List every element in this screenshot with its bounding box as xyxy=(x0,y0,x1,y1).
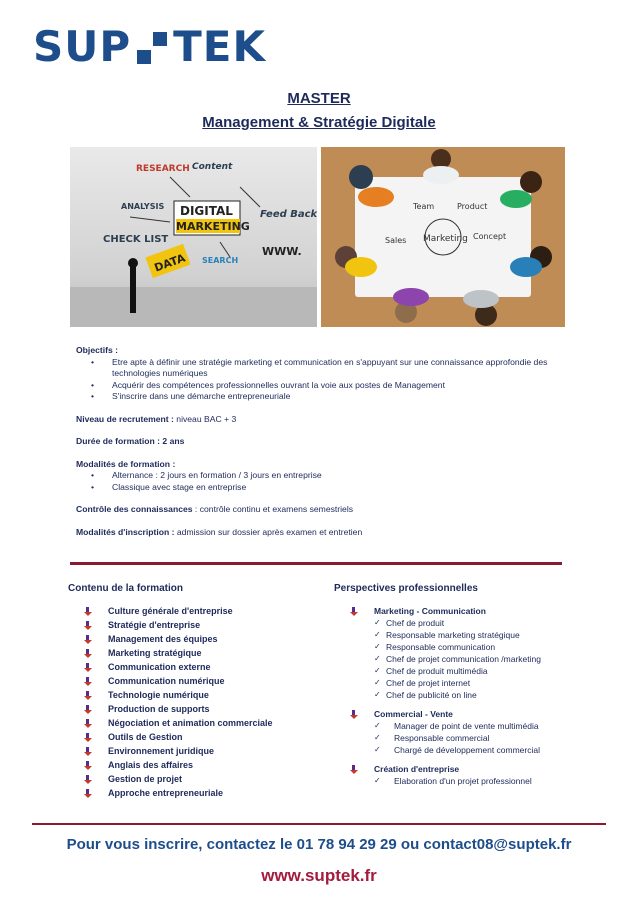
perspectives-heading: Perspectives professionnelles xyxy=(334,583,478,594)
word-search: SEARCH xyxy=(202,256,239,265)
objectif-item: • Acquérir des compétences professionnelles ouvrant la voie aux postes de Management xyxy=(76,380,556,392)
list-item: Management des équipes xyxy=(84,632,273,646)
word-sales: Sales xyxy=(385,236,407,245)
list-item: Communication externe xyxy=(84,660,273,674)
perspective-group xyxy=(350,763,541,787)
suptek-logo xyxy=(33,22,267,71)
word-team: Team xyxy=(413,202,435,211)
list-item: Gestion de projet xyxy=(84,772,273,786)
arrow-down-icon xyxy=(84,649,92,658)
arrow-down-icon xyxy=(84,733,92,742)
perspectives-list xyxy=(350,605,541,794)
arrow-down-icon xyxy=(84,761,92,770)
list-item: Anglais des affaires xyxy=(84,758,273,772)
job-item: ✓ Elaboration d'un projet professionnel xyxy=(350,775,541,787)
perspective-group xyxy=(350,708,541,756)
inscription-label: Modalités d'inscription : xyxy=(76,526,175,537)
job-item: ✓ Chef de projet internet xyxy=(350,677,541,689)
arrow-down-icon xyxy=(84,775,92,784)
list-item: Production de supports xyxy=(84,702,273,716)
niveau-section xyxy=(76,414,556,426)
modalites-label: Modalités de formation : xyxy=(76,458,176,469)
word-marketing-center: Marketing xyxy=(423,234,468,244)
objectif-item: • Etre apte à définir une stratégie marketing et communication en s'appuyant sur une connaissance approfondie des technologies numériques xyxy=(76,357,556,380)
niveau-label: Niveau de recrutement : xyxy=(76,413,174,424)
job-item: ✓ Chef de projet communication /marketing xyxy=(350,653,541,665)
job-item: ✓ Responsable commercial xyxy=(350,732,541,744)
arrow-down-icon xyxy=(84,635,92,644)
word-digital: DIGITAL xyxy=(180,204,233,218)
list-item: Approche entrepreneuriale xyxy=(84,786,273,800)
job-item: ✓ Responsable communication xyxy=(350,641,541,653)
program-info xyxy=(76,345,556,549)
inscription-section xyxy=(76,527,556,539)
list-item: Outils de Gestion xyxy=(84,730,273,744)
controle-value: : contrôle continu et examens semestriels xyxy=(192,504,354,514)
arrow-down-icon xyxy=(84,705,92,714)
group-title: Création d'entreprise xyxy=(374,764,460,774)
arrow-down-icon xyxy=(84,677,92,686)
controle-section xyxy=(76,504,556,516)
objectifs-section xyxy=(76,345,556,403)
list-item: Marketing stratégique xyxy=(84,646,273,660)
duree-section xyxy=(76,436,556,448)
word-marketing: MARKETING xyxy=(176,220,250,233)
list-item: Négociation et animation commerciale xyxy=(84,716,273,730)
word-www: WWW. xyxy=(262,245,302,258)
duree-label: Durée de formation : 2 ans xyxy=(76,436,185,446)
objectif-item: • S'inscrire dans une démarche entrepreneuriale xyxy=(76,391,556,403)
modalites-section xyxy=(76,459,556,494)
arrow-down-icon xyxy=(350,607,358,616)
section-divider xyxy=(70,562,562,565)
digital-marketing-illustration xyxy=(70,147,317,327)
logo-text-right: TEK xyxy=(173,22,267,71)
arrow-down-icon xyxy=(84,719,92,728)
job-item: ✓ Chef de produit xyxy=(350,617,541,629)
objectifs-label: Objectifs : xyxy=(76,345,119,355)
contact-line: Pour vous inscrire, contactez le 01 78 94 29 29 ou contact08@suptek.fr xyxy=(66,836,572,853)
job-item: ✓ Manager de point de vente multimédia xyxy=(350,720,541,732)
job-item: ✓ Chef de publicité on line xyxy=(350,689,541,701)
job-item: ✓ Chef de produit multimédia xyxy=(350,665,541,677)
footer-divider xyxy=(32,823,606,825)
page-subtitle: Management & Stratégie Digitale xyxy=(202,114,436,131)
list-item: Technologie numérique xyxy=(84,688,273,702)
modalite-item: • Classique avec stage en entreprise xyxy=(76,482,556,494)
list-item: Environnement juridique xyxy=(84,744,273,758)
group-title: Commercial - Vente xyxy=(374,709,453,719)
word-concept: Concept xyxy=(473,232,507,241)
list-item: Culture générale d'entreprise xyxy=(84,604,273,618)
word-analysis: ANALYSIS xyxy=(121,202,165,211)
word-feedback: Feed Back xyxy=(260,209,317,220)
arrow-down-icon xyxy=(84,607,92,616)
arrow-down-icon xyxy=(84,789,92,798)
logo-text-left: SUP xyxy=(33,22,132,71)
logo-squares-icon xyxy=(135,28,169,68)
contenu-heading: Contenu de la formation xyxy=(68,583,183,594)
controle-label: Contrôle des connaissances xyxy=(76,504,193,514)
word-product: Product xyxy=(457,202,488,211)
page-title: MASTER xyxy=(287,90,351,107)
inscription-value: admission sur dossier après examen et entretien xyxy=(174,526,363,537)
word-research: RESEARCH xyxy=(136,164,190,174)
niveau-value: niveau BAC + 3 xyxy=(173,413,237,424)
word-checklist: CHECK LIST xyxy=(103,234,169,245)
list-item: Stratégie d'entreprise xyxy=(84,618,273,632)
perspective-group xyxy=(350,605,541,701)
arrow-down-icon xyxy=(350,765,358,774)
arrow-down-icon xyxy=(350,710,358,719)
job-item: ✓ Responsable marketing stratégique xyxy=(350,629,541,641)
job-item: ✓ Chargé de développement commercial xyxy=(350,744,541,756)
arrow-down-icon xyxy=(84,691,92,700)
contenu-list xyxy=(84,604,273,800)
list-item: Communication numérique xyxy=(84,674,273,688)
team-meeting-photo xyxy=(321,147,565,327)
modalite-item: • Alternance : 2 jours en formation / 3 jours en entreprise xyxy=(76,470,556,482)
arrow-down-icon xyxy=(84,747,92,756)
website-link[interactable]: www.suptek.fr xyxy=(261,866,377,885)
word-data: DATA xyxy=(152,251,188,275)
arrow-down-icon xyxy=(84,663,92,672)
word-content: Content xyxy=(192,162,233,172)
group-title: Marketing - Communication xyxy=(374,606,486,616)
arrow-down-icon xyxy=(84,621,92,630)
